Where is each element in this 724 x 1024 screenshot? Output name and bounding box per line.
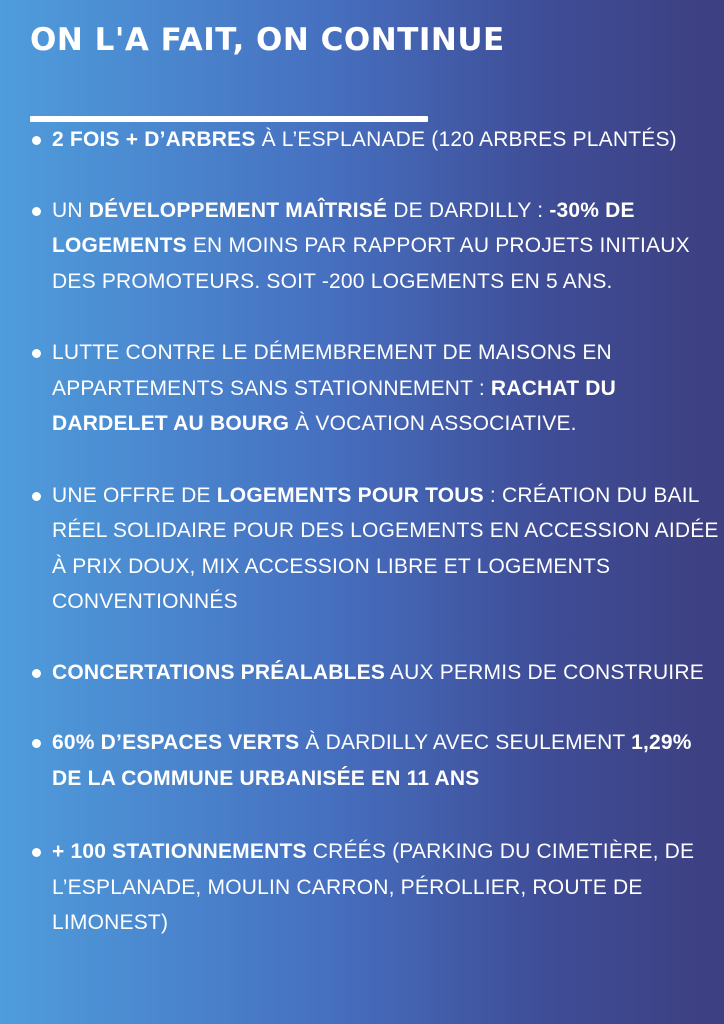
bold-text: RACHAT DU DARDELET AU BOURG [52,376,616,435]
bold-text: 2 FOIS + D’ARBRES [52,128,256,151]
bold-text: + 100 STATIONNEMENTS [52,840,307,863]
text: DE DARDILLY : [387,198,550,222]
text: : CRÉATION DU BAIL RÉEL SOLIDAIRE POUR DES LOGEMENTS EN ACCESSION AIDÉE À PRIX DOUX, MIX ACCESSION LIBRE ET LOGEMENTS CONVENTIONNÉS [52,483,719,613]
text: À L’ESPLANADE (120 ARBRES PLANTÉS) [255,128,677,151]
bold-text: 60% D’ESPACES VERTS [52,731,300,754]
list-item [30,725,720,796]
list-item [30,193,720,300]
text: AUX PERMIS DE CONSTRUIRE [385,660,704,684]
text: UNE OFFRE DE [52,483,217,507]
page-title: ON L'A FAIT, ON CONTINUE [30,22,505,58]
bold-text: LOGEMENTS POUR TOUS [216,483,484,507]
text: À VOCATION ASSOCIATIVE. [289,412,577,435]
bold-text: CONCERTATIONS PRÉALABLES [52,660,386,684]
list-item [30,122,720,158]
text: CRÉÉS (PARKING DU CIMETIÈRE, DE L’ESPLANADE, MOULIN CARRON, PÉROLLIER, ROUTE DE LIMONEST) [52,840,695,934]
bold-text: 1,29% DE LA COMMUNE URBANISÉE EN 11 ANS [52,731,692,790]
list-item [30,655,720,691]
bold-text: DÉVELOPPEMENT MAÎTRISÉ [88,198,388,222]
text: LUTTE CONTRE LE DÉMEMBREMENT DE MAISONS EN APPARTEMENTS SANS STATIONNEMENT : [52,341,612,400]
text: UN [52,198,89,222]
achievements-list [30,122,720,976]
text: EN MOINS PAR RAPPORT AU PROJETS INITIAUX DES PROMOTEURS. SOIT -200 LOGEMENTS EN 5 ANS. [52,234,690,293]
bold-text: -30% DE LOGEMENTS [52,198,635,257]
text: À DARDILLY AVEC SEULEMENT [299,731,632,754]
list-item [30,335,720,442]
list-item [30,834,720,941]
list-item [30,478,720,620]
